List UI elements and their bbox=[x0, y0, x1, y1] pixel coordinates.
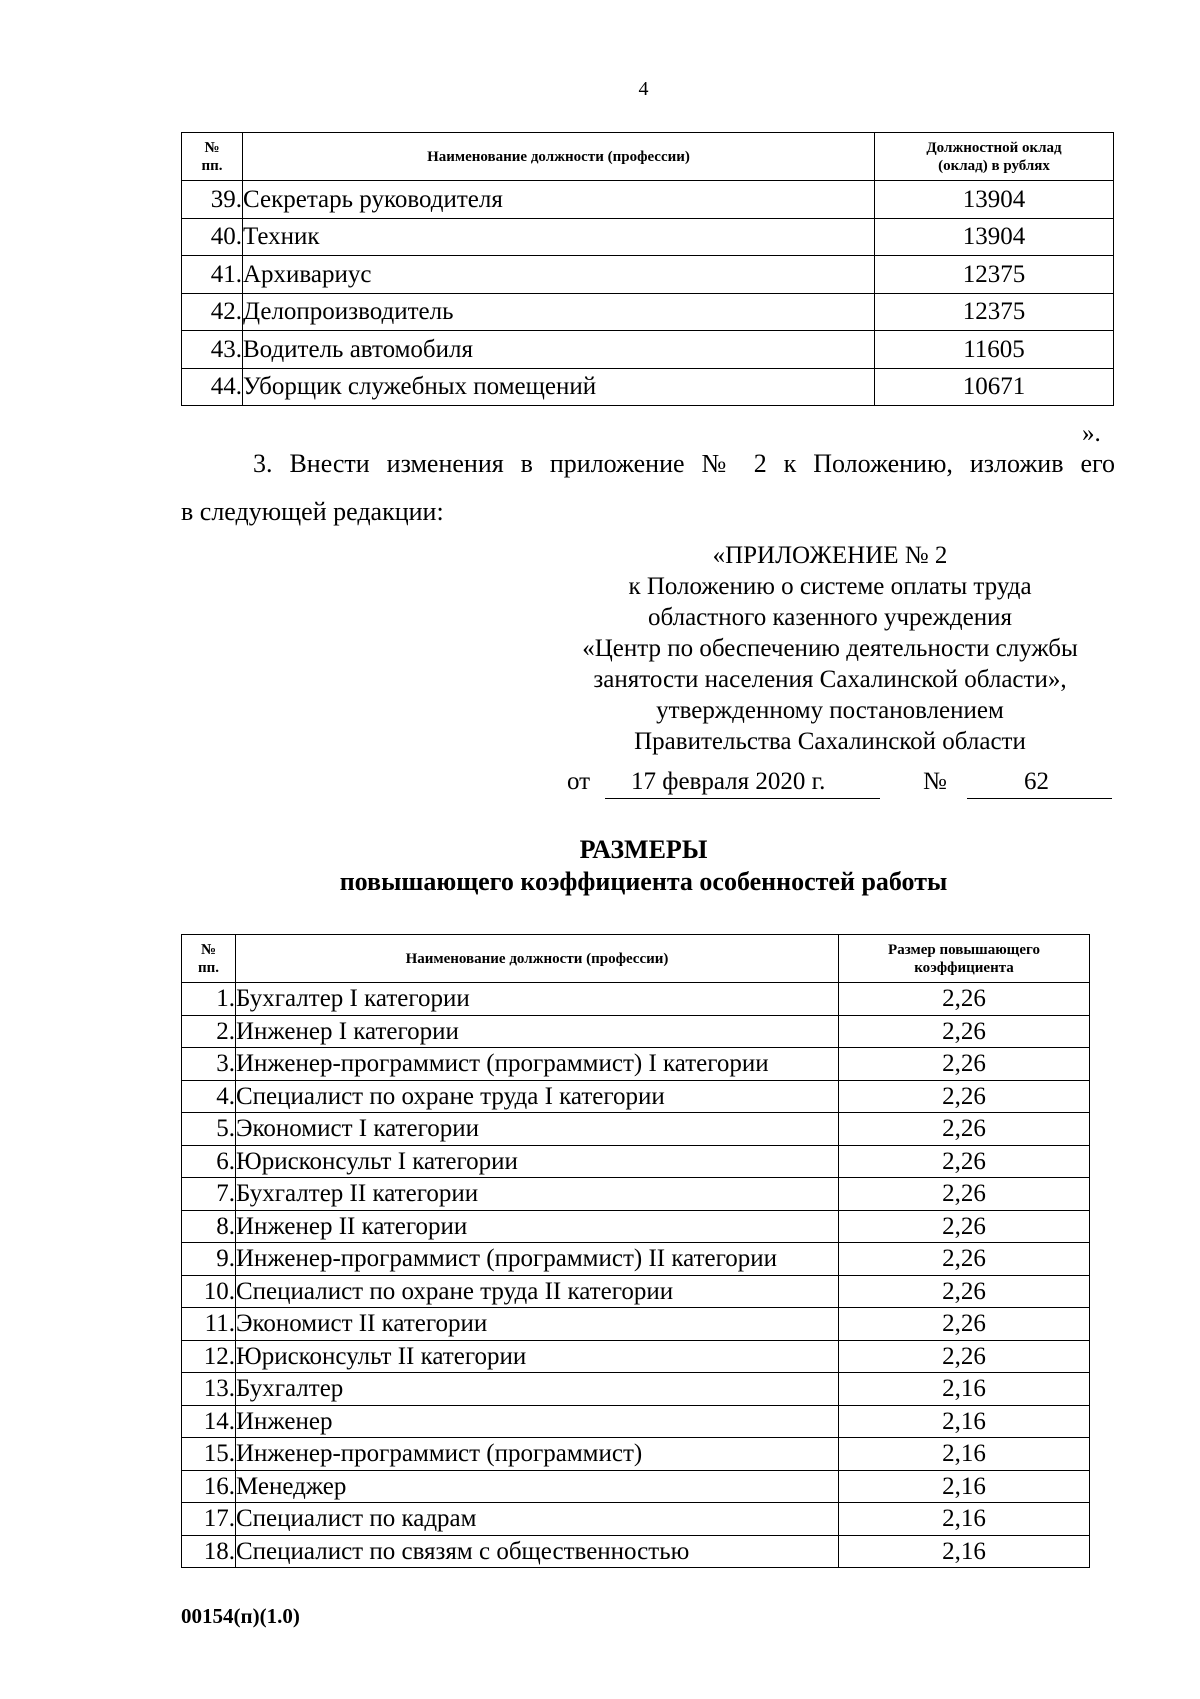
date-underline bbox=[605, 798, 880, 799]
row-number: 7. bbox=[182, 1178, 236, 1211]
row-number: 42. bbox=[182, 293, 243, 331]
coefficient-value: 2,26 bbox=[839, 1243, 1090, 1276]
coefficient-value: 2,16 bbox=[839, 1438, 1090, 1471]
coefficient-table bbox=[181, 934, 1090, 1568]
position-name: Специалист по кадрам bbox=[236, 1503, 839, 1536]
position-name: Водитель автомобиля bbox=[243, 331, 875, 369]
amendment-paragraph-line2: в следующей редакции: bbox=[181, 497, 444, 526]
position-name: Специалист по связям с общественностью bbox=[236, 1535, 839, 1568]
number-underline bbox=[967, 798, 1112, 799]
coefficient-value: 2,26 bbox=[839, 1080, 1090, 1113]
row-number: 3. bbox=[182, 1048, 236, 1081]
header-number-line1: № bbox=[204, 139, 220, 156]
table-row bbox=[182, 293, 1114, 331]
position-name: Архивариус bbox=[243, 256, 875, 294]
appendix-line: «Центр по обеспечению деятельности службы bbox=[582, 635, 1078, 662]
salary-table bbox=[181, 132, 1114, 406]
position-name: Инженер-программист (программист) II категории bbox=[236, 1243, 839, 1276]
header-position-name: Наименование должности (профессии) bbox=[236, 935, 839, 983]
position-name: Инженер bbox=[236, 1405, 839, 1438]
coefficient-value: 2,26 bbox=[839, 1145, 1090, 1178]
coefficient-value: 2,26 bbox=[839, 1340, 1090, 1373]
position-name: Секретарь руководителя bbox=[243, 181, 875, 219]
table-row bbox=[182, 1210, 1090, 1243]
header-salary-line1: Должностной оклад bbox=[926, 139, 1062, 156]
coefficient-table-body bbox=[182, 983, 1090, 1568]
table-row bbox=[182, 1405, 1090, 1438]
header-number-line1: № bbox=[200, 941, 217, 958]
coefficient-value: 2,26 bbox=[839, 1113, 1090, 1146]
position-name: Бухгалтер bbox=[236, 1373, 839, 1406]
appendix-header bbox=[540, 540, 1120, 757]
table-row bbox=[182, 1308, 1090, 1341]
coefficient-value: 2,26 bbox=[839, 1015, 1090, 1048]
position-name: Юрисконсульт II категории bbox=[236, 1340, 839, 1373]
position-name: Техник bbox=[243, 218, 875, 256]
coefficient-value: 2,16 bbox=[839, 1470, 1090, 1503]
table-row bbox=[182, 1503, 1090, 1536]
salary-value: 10671 bbox=[875, 368, 1114, 406]
header-salary bbox=[875, 133, 1114, 181]
position-name: Инженер II категории bbox=[236, 1210, 839, 1243]
appendix-line: утвержденному постановлением bbox=[656, 697, 1004, 724]
position-name: Менеджер bbox=[236, 1470, 839, 1503]
salary-value: 13904 bbox=[875, 218, 1114, 256]
row-number: 40. bbox=[182, 218, 243, 256]
appendix-reference bbox=[567, 768, 1112, 800]
row-number: 41. bbox=[182, 256, 243, 294]
appendix-line: занятости населения Сахалинской области», bbox=[593, 666, 1067, 693]
section-title: РАЗМЕРЫ bbox=[579, 835, 708, 864]
position-name: Инженер I категории bbox=[236, 1015, 839, 1048]
header-number-line2: пп. bbox=[197, 959, 220, 976]
row-number: 5. bbox=[182, 1113, 236, 1146]
table-row bbox=[182, 331, 1114, 369]
appendix-line: областного казенного учреждения bbox=[648, 604, 1012, 631]
position-name: Специалист по охране труда II категории bbox=[236, 1275, 839, 1308]
coefficient-value: 2,16 bbox=[839, 1405, 1090, 1438]
coefficient-value: 2,16 bbox=[839, 1535, 1090, 1568]
row-number: 18. bbox=[182, 1535, 236, 1568]
row-number: 15. bbox=[182, 1438, 236, 1471]
header-coefficient-line2: коэффициента bbox=[914, 959, 1014, 976]
salary-value: 11605 bbox=[875, 331, 1114, 369]
table-row bbox=[182, 1113, 1090, 1146]
table-row bbox=[182, 1145, 1090, 1178]
appendix-line: Правительства Сахалинской области bbox=[634, 728, 1026, 755]
closing-quote: ». bbox=[1082, 420, 1101, 447]
row-number: 10. bbox=[182, 1275, 236, 1308]
row-number: 44. bbox=[182, 368, 243, 406]
salary-value: 12375 bbox=[875, 293, 1114, 331]
header-coefficient bbox=[839, 935, 1090, 983]
document-code: 00154(п)(1.0) bbox=[181, 1604, 300, 1628]
table-header-row bbox=[182, 935, 1090, 983]
appendix-line: к Положению о системе оплаты труда bbox=[628, 573, 1032, 600]
coefficient-value: 2,26 bbox=[839, 1178, 1090, 1211]
table-row bbox=[182, 1178, 1090, 1211]
position-name: Инженер-программист (программист) I категории bbox=[236, 1048, 839, 1081]
coefficient-value: 2,26 bbox=[839, 983, 1090, 1016]
salary-value: 12375 bbox=[875, 256, 1114, 294]
position-name: Бухгалтер II категории bbox=[236, 1178, 839, 1211]
position-name: Экономист II категории bbox=[236, 1308, 839, 1341]
coefficient-value: 2,26 bbox=[839, 1210, 1090, 1243]
position-name: Уборщик служебных помещений bbox=[243, 368, 875, 406]
position-name: Юрисконсульт I категории bbox=[236, 1145, 839, 1178]
table-row bbox=[182, 1340, 1090, 1373]
decree-date: 17 февраля 2020 г. bbox=[631, 768, 826, 795]
table-row bbox=[182, 1275, 1090, 1308]
page-number: 4 bbox=[638, 78, 649, 100]
table-row bbox=[182, 181, 1114, 219]
amendment-paragraph-line1: 3. Внести изменения в приложение № 2 к Положению, изложив его bbox=[253, 449, 1115, 478]
salary-value: 13904 bbox=[875, 181, 1114, 219]
coefficient-value: 2,16 bbox=[839, 1373, 1090, 1406]
appendix-line: «ПРИЛОЖЕНИЕ № 2 bbox=[712, 542, 948, 569]
row-number: 8. bbox=[182, 1210, 236, 1243]
position-name: Бухгалтер I категории bbox=[236, 983, 839, 1016]
row-number: 4. bbox=[182, 1080, 236, 1113]
row-number: 9. bbox=[182, 1243, 236, 1276]
row-number: 16. bbox=[182, 1470, 236, 1503]
row-number: 2. bbox=[182, 1015, 236, 1048]
table-row bbox=[182, 983, 1090, 1016]
header-salary-line2: (оклад) в рублях bbox=[938, 157, 1050, 174]
table-row bbox=[182, 1243, 1090, 1276]
table-header-row bbox=[182, 133, 1114, 181]
header-number bbox=[182, 935, 236, 983]
row-number: 43. bbox=[182, 331, 243, 369]
table-row bbox=[182, 1048, 1090, 1081]
table-row bbox=[182, 1373, 1090, 1406]
row-number: 1. bbox=[182, 983, 236, 1016]
table-row bbox=[182, 1438, 1090, 1471]
header-position-name: Наименование должности (профессии) bbox=[243, 133, 875, 181]
table-row bbox=[182, 1015, 1090, 1048]
position-name: Делопроизводитель bbox=[243, 293, 875, 331]
position-name: Инженер-программист (программист) bbox=[236, 1438, 839, 1471]
header-number bbox=[182, 133, 243, 181]
row-number: 39. bbox=[182, 181, 243, 219]
salary-table-body bbox=[182, 181, 1114, 406]
table-row bbox=[182, 218, 1114, 256]
row-number: 17. bbox=[182, 1503, 236, 1536]
position-name: Специалист по охране труда I категории bbox=[236, 1080, 839, 1113]
table-row bbox=[182, 256, 1114, 294]
table-row bbox=[182, 1470, 1090, 1503]
row-number: 14. bbox=[182, 1405, 236, 1438]
decree-number: 62 bbox=[1024, 768, 1049, 795]
coefficient-value: 2,16 bbox=[839, 1503, 1090, 1536]
table-row bbox=[182, 1080, 1090, 1113]
coefficient-value: 2,26 bbox=[839, 1308, 1090, 1341]
position-name: Экономист I категории bbox=[236, 1113, 839, 1146]
row-number: 13. bbox=[182, 1373, 236, 1406]
header-number-line2: пп. bbox=[201, 157, 223, 174]
from-label: от bbox=[567, 768, 591, 795]
coefficient-value: 2,26 bbox=[839, 1275, 1090, 1308]
number-label: № bbox=[923, 768, 947, 795]
row-number: 12. bbox=[182, 1340, 236, 1373]
table-row bbox=[182, 368, 1114, 406]
table-row bbox=[182, 1535, 1090, 1568]
header-coefficient-line1: Размер повышающего bbox=[888, 941, 1040, 958]
section-subtitle: повышающего коэффициента особенностей работы bbox=[339, 867, 948, 896]
row-number: 6. bbox=[182, 1145, 236, 1178]
coefficient-value: 2,26 bbox=[839, 1048, 1090, 1081]
row-number: 11. bbox=[182, 1308, 236, 1341]
